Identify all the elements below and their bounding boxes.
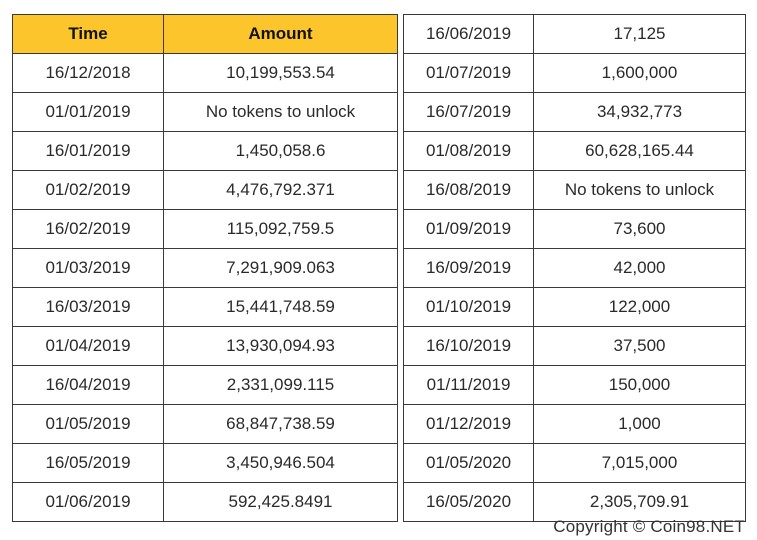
time-cell: 16/05/2020	[404, 483, 534, 522]
amount-cell: 17,125	[534, 15, 746, 54]
time-cell: 01/11/2019	[404, 366, 534, 405]
time-cell: 16/10/2019	[404, 327, 534, 366]
time-cell: 16/03/2019	[13, 288, 164, 327]
amount-cell: No tokens to unlock	[534, 171, 746, 210]
time-cell: 16/02/2019	[13, 210, 164, 249]
time-cell: 01/07/2019	[404, 54, 534, 93]
amount-cell: 115,092,759.5	[164, 210, 398, 249]
amount-cell: 73,600	[534, 210, 746, 249]
table-row	[13, 327, 398, 366]
table-row	[404, 171, 746, 210]
table-row	[404, 444, 746, 483]
time-cell: 16/12/2018	[13, 54, 164, 93]
time-cell: 16/05/2019	[13, 444, 164, 483]
amount-cell: 34,932,773	[534, 93, 746, 132]
table-row	[13, 288, 398, 327]
amount-cell: 10,199,553.54	[164, 54, 398, 93]
table-row	[13, 405, 398, 444]
time-cell: 01/06/2019	[13, 483, 164, 522]
amount-cell: 7,291,909.063	[164, 249, 398, 288]
amount-cell: 15,441,748.59	[164, 288, 398, 327]
time-cell: 01/10/2019	[404, 288, 534, 327]
amount-cell: 7,015,000	[534, 444, 746, 483]
amount-cell: 13,930,094.93	[164, 327, 398, 366]
unlock-schedule-table-right	[403, 14, 746, 522]
table-row	[13, 54, 398, 93]
amount-cell: 37,500	[534, 327, 746, 366]
table-row	[404, 210, 746, 249]
time-cell: 01/05/2019	[13, 405, 164, 444]
copyright-notice: Copyright © Coin98.NET	[553, 517, 745, 536]
table-row	[13, 444, 398, 483]
amount-cell: 150,000	[534, 366, 746, 405]
amount-cell: 122,000	[534, 288, 746, 327]
time-cell: 01/04/2019	[13, 327, 164, 366]
time-cell: 01/03/2019	[13, 249, 164, 288]
table-row	[404, 483, 746, 522]
time-cell: 01/05/2020	[404, 444, 534, 483]
amount-cell: 592,425.8491	[164, 483, 398, 522]
time-cell: 16/01/2019	[13, 132, 164, 171]
table-row	[13, 483, 398, 522]
table-row	[404, 249, 746, 288]
amount-column-header: Amount	[164, 15, 398, 54]
table-row	[13, 171, 398, 210]
time-column-header: Time	[13, 15, 164, 54]
table-row	[404, 366, 746, 405]
amount-cell: 1,450,058.6	[164, 132, 398, 171]
table-row	[13, 249, 398, 288]
table-row	[13, 210, 398, 249]
amount-cell: 2,331,099.115	[164, 366, 398, 405]
amount-cell: 2,305,709.91	[534, 483, 746, 522]
table-row	[13, 93, 398, 132]
amount-cell: 1,000	[534, 405, 746, 444]
table-header-row	[13, 15, 398, 54]
time-cell: 16/08/2019	[404, 171, 534, 210]
table-row	[13, 366, 398, 405]
table-row	[404, 132, 746, 171]
table-row	[404, 54, 746, 93]
table-row	[404, 327, 746, 366]
table-row	[404, 93, 746, 132]
amount-cell: 1,600,000	[534, 54, 746, 93]
amount-cell: 60,628,165.44	[534, 132, 746, 171]
table-row	[404, 405, 746, 444]
amount-cell: 4,476,792.371	[164, 171, 398, 210]
time-cell: 16/09/2019	[404, 249, 534, 288]
time-cell: 01/12/2019	[404, 405, 534, 444]
time-cell: 01/02/2019	[13, 171, 164, 210]
amount-cell: 3,450,946.504	[164, 444, 398, 483]
time-cell: 16/06/2019	[404, 15, 534, 54]
amount-cell: 42,000	[534, 249, 746, 288]
table-row	[13, 132, 398, 171]
time-cell: 16/04/2019	[13, 366, 164, 405]
time-cell: 01/08/2019	[404, 132, 534, 171]
time-cell: 01/09/2019	[404, 210, 534, 249]
amount-cell: No tokens to unlock	[164, 93, 398, 132]
time-cell: 01/01/2019	[13, 93, 164, 132]
amount-cell: 68,847,738.59	[164, 405, 398, 444]
table-row	[404, 15, 746, 54]
table-row	[404, 288, 746, 327]
time-cell: 16/07/2019	[404, 93, 534, 132]
unlock-schedule-table-left	[12, 14, 398, 522]
